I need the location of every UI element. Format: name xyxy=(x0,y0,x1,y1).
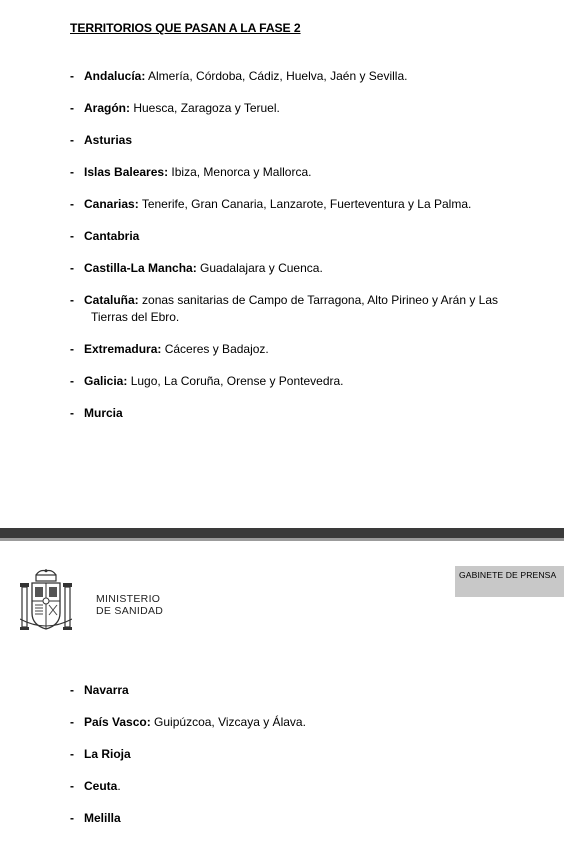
list-item-castilla-la-mancha: - Castilla-La Mancha: Guadalajara y Cuenca. xyxy=(70,261,323,275)
page-separator-dark xyxy=(0,528,564,538)
list-item-galicia: - Galicia: Lugo, La Coruña, Orense y Pontevedra. xyxy=(70,374,344,388)
page-separator-shadow xyxy=(0,538,564,541)
ministry-line-2: DE SANIDAD xyxy=(96,605,164,617)
list-item-navarra: - Navarra xyxy=(70,683,129,697)
page-separator xyxy=(0,524,564,542)
press-office-badge: GABINETE DE PRENSA xyxy=(455,566,564,597)
list-item-andalucia: - Andalucía: Almería, Córdoba, Cádiz, Huelva, Jaén y Sevilla. xyxy=(70,69,408,83)
list-item-asturias: - Asturias xyxy=(70,133,133,147)
list-item-ceuta: - Ceuta. xyxy=(70,779,121,793)
ministry-line-1: MINISTERIO xyxy=(96,593,161,605)
list-item-cataluna: - Cataluña: zonas sanitarias de Campo de Tarragona, Alto Pirineo y Arán y Las Tierras del Ebro. xyxy=(70,293,499,324)
coat-of-arms-icon xyxy=(20,569,72,637)
list-item-la-rioja: - La Rioja xyxy=(70,747,131,761)
list-item-canarias: - Canarias: Tenerife, Gran Canaria, Lanzarote, Fuerteventura y La Palma. xyxy=(70,197,472,211)
list-item-extremadura: - Extremadura: Cáceres y Badajoz. xyxy=(70,342,269,356)
list-item-islas-baleares: - Islas Baleares: Ibiza, Menorca y Mallorca. xyxy=(70,165,312,179)
list-item-pais-vasco: - País Vasco: Guipúzcoa, Vizcaya y Álava. xyxy=(70,715,306,729)
list-item-aragon: - Aragón: Huesca, Zaragoza y Teruel. xyxy=(70,101,280,115)
section-heading: TERRITORIOS QUE PASAN A LA FASE 2 xyxy=(70,21,301,35)
ministry-name xyxy=(96,593,163,617)
list-item-cantabria: - Cantabria xyxy=(70,229,140,243)
list-item-melilla: - Melilla xyxy=(70,811,121,825)
document-page-2 xyxy=(0,542,564,841)
list-item-murcia: - Murcia xyxy=(70,406,123,420)
